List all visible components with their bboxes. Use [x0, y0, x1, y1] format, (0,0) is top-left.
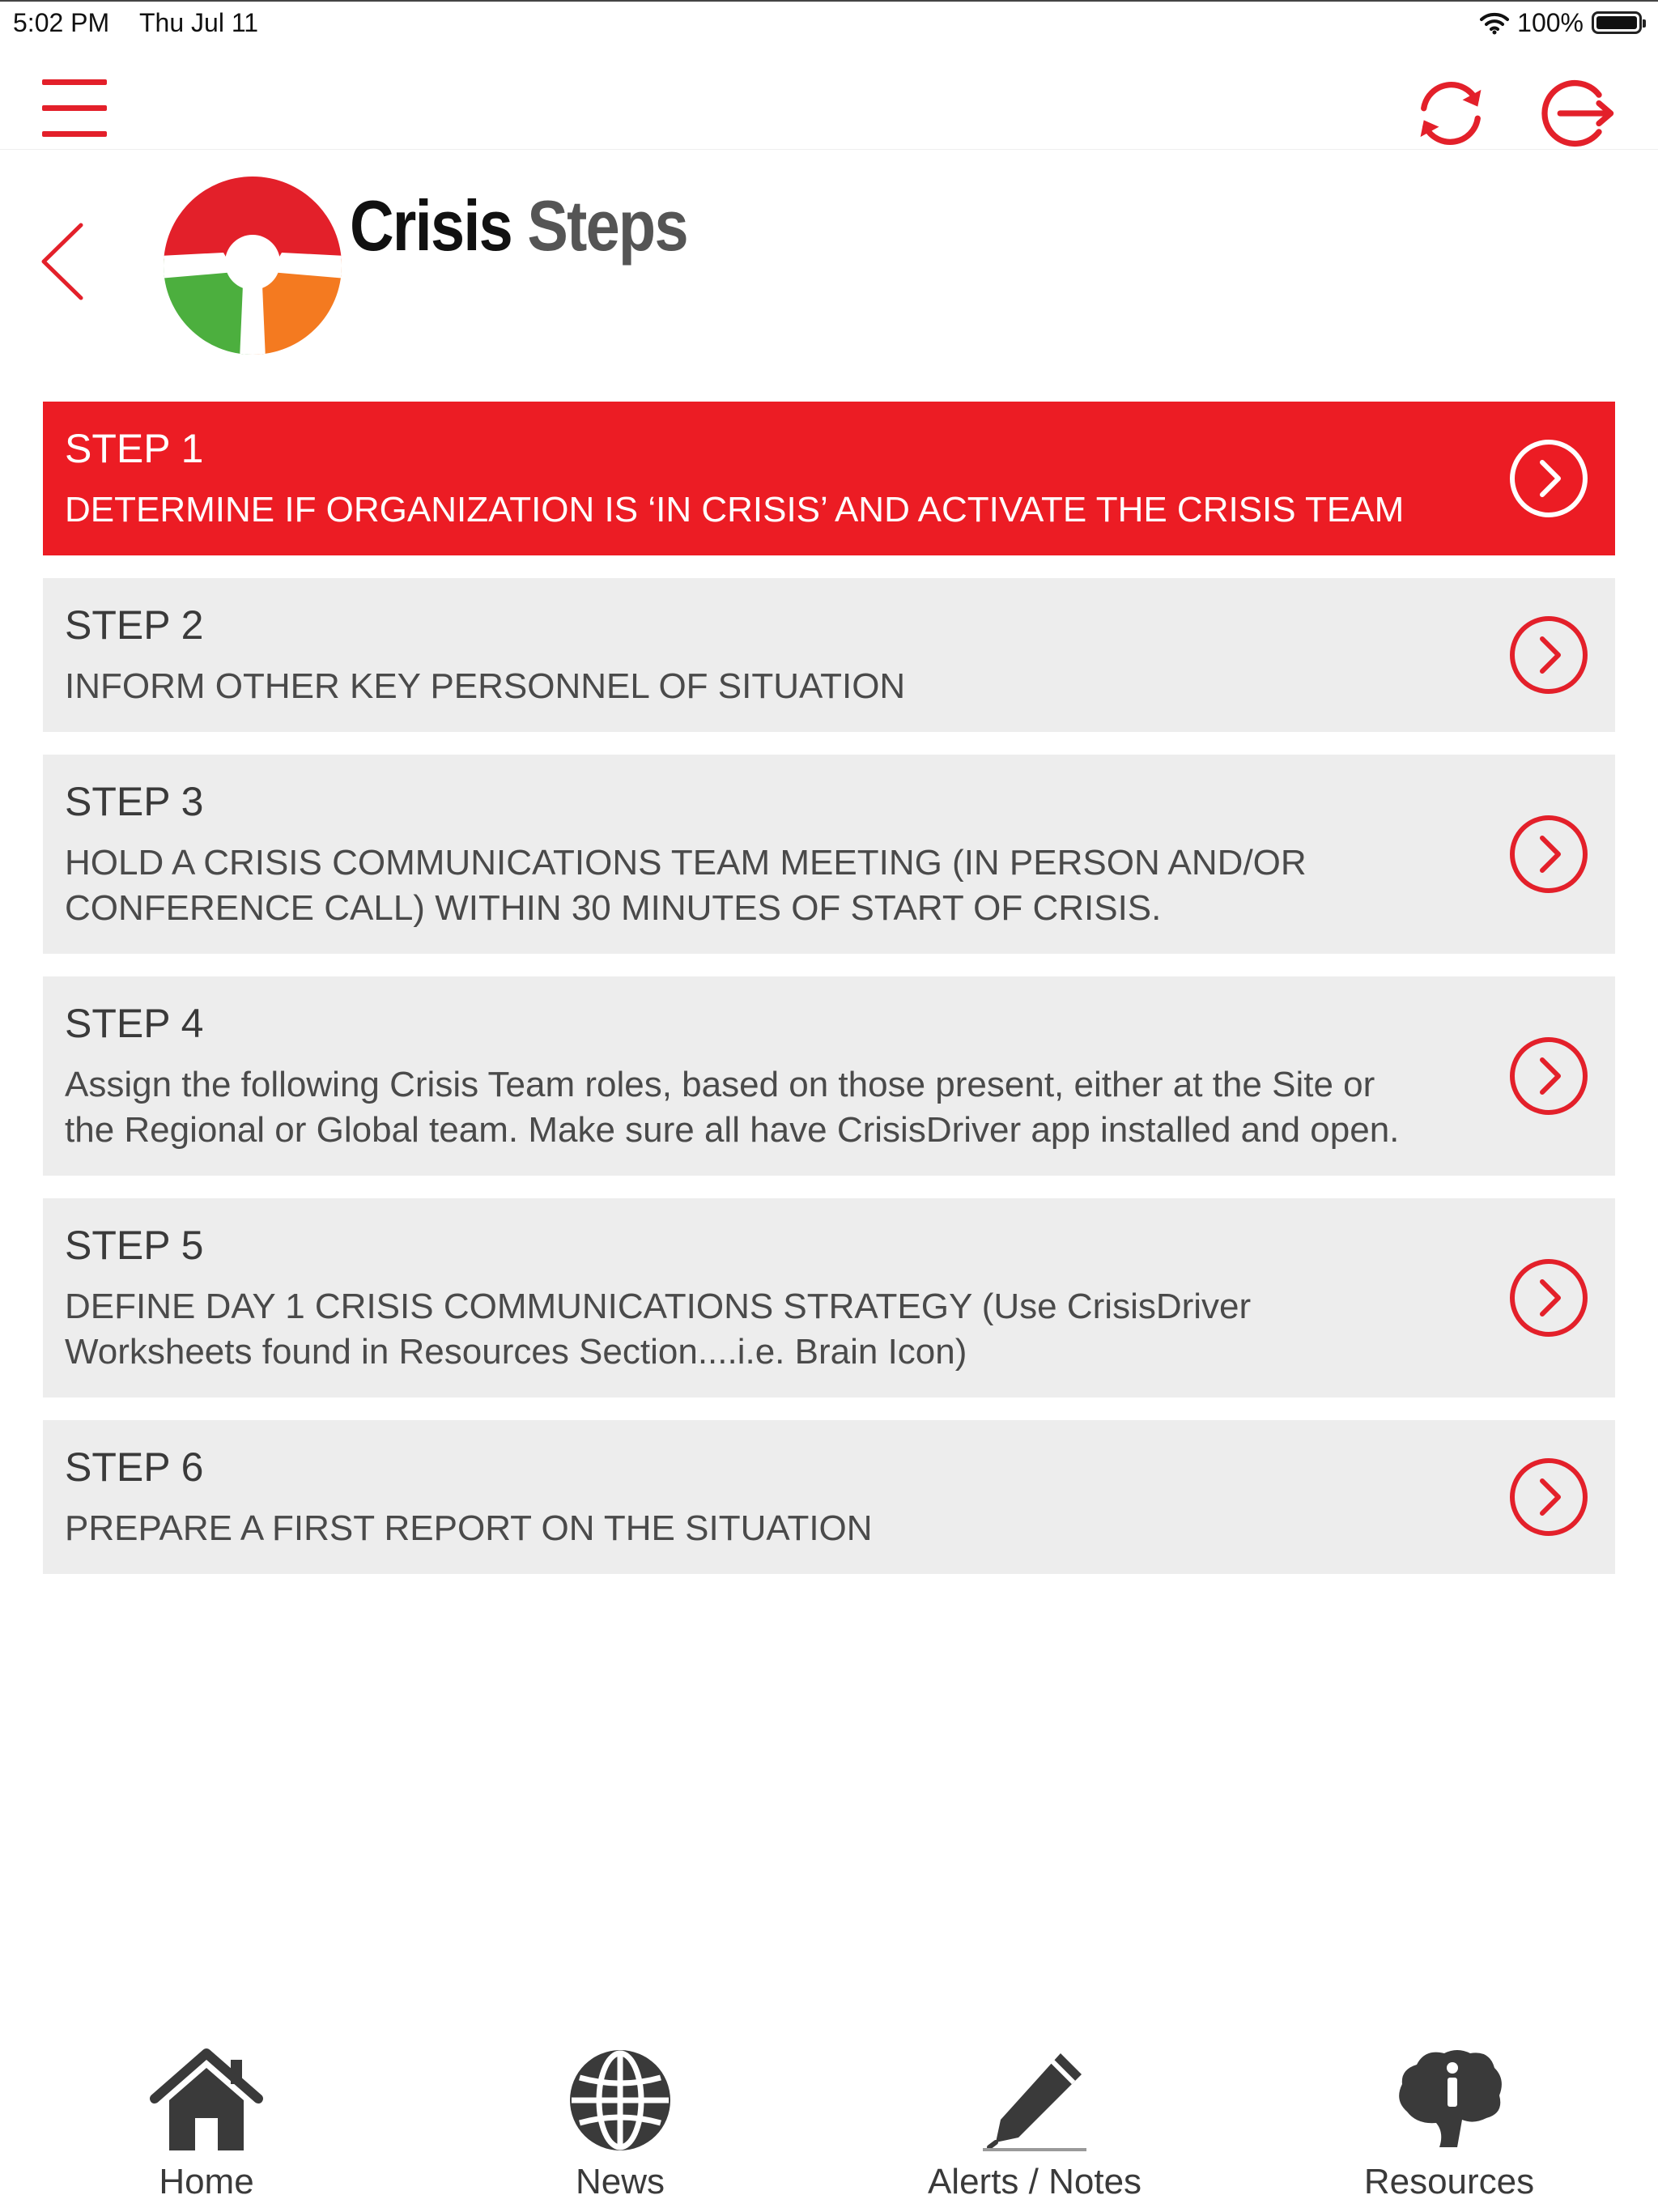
crisisdriver-logo: [159, 172, 346, 359]
status-bar: [0, 0, 1658, 45]
page-title-part-steps: Steps: [527, 185, 687, 266]
chevron-right-circle-icon[interactable]: [1508, 1257, 1589, 1338]
step-card-2[interactable]: [43, 578, 1615, 732]
chevron-right-circle-icon[interactable]: [1508, 1036, 1589, 1117]
top-navigation-bar: [0, 45, 1658, 150]
status-date: Thu Jul 11: [139, 8, 259, 37]
step-description: DEFINE DAY 1 CRISIS COMMUNICATIONS STRATEGY (Use CrisisDriver Worksheets found in Resources Section....i.e. Brain Icon): [65, 1287, 1252, 1372]
brain-icon: [1392, 2047, 1506, 2152]
step-description: HOLD A CRISIS COMMUNICATIONS TEAM MEETING (IN PERSON AND/OR CONFERENCE CALL) WITHIN 30 MINUTES OF START OF CRISIS.: [65, 843, 1307, 928]
tab-alerts-notes[interactable]: [905, 2032, 1164, 2212]
bottom-tab-bar: [0, 2032, 1658, 2212]
logout-icon[interactable]: [1535, 71, 1619, 155]
chevron-left-icon[interactable]: [36, 217, 97, 306]
step-label: STEP 2: [65, 602, 204, 648]
step-card-6[interactable]: [43, 1420, 1615, 1574]
tab-resources[interactable]: [1320, 2032, 1579, 2212]
step-label: STEP 1: [65, 426, 204, 471]
chevron-right-circle-icon[interactable]: [1508, 615, 1589, 696]
status-time: 5:02 PM: [13, 8, 110, 37]
step-label: STEP 4: [65, 1001, 204, 1046]
battery-percentage: 100%: [1517, 7, 1584, 37]
refresh-icon[interactable]: [1409, 71, 1493, 155]
tab-label: News: [575, 2162, 665, 2201]
tab-home[interactable]: [77, 2032, 336, 2212]
step-label: STEP 3: [65, 779, 204, 824]
step-card-5[interactable]: [43, 1198, 1615, 1397]
step-label: STEP 5: [65, 1223, 204, 1268]
hamburger-icon[interactable]: [39, 79, 108, 139]
battery-icon: [1592, 11, 1642, 34]
page-title-part-crisis: Crisis: [350, 185, 512, 266]
step-description: Assign the following Crisis Team roles, based on those present, either at the Site or the Regional or Global team. Make sure all have CrisisDriver app installed and open.: [65, 1065, 1400, 1150]
tab-label: Alerts / Notes: [927, 2162, 1142, 2201]
chevron-right-circle-icon[interactable]: [1508, 438, 1589, 519]
step-label: STEP 6: [65, 1444, 204, 1490]
tab-label: Home: [159, 2162, 254, 2201]
step-description: INFORM OTHER KEY PERSONNEL OF SITUATION: [65, 666, 906, 706]
tab-label: Resources: [1363, 2162, 1535, 2201]
status-indicators: [1478, 6, 1642, 39]
step-card-4[interactable]: [43, 976, 1615, 1176]
pencil-icon: [978, 2047, 1091, 2152]
page-title: [350, 185, 687, 267]
globe-icon: [563, 2047, 677, 2152]
wifi-icon: [1478, 10, 1511, 36]
step-card-1[interactable]: [43, 402, 1615, 555]
step-card-3[interactable]: [43, 755, 1615, 954]
step-description: PREPARE A FIRST REPORT ON THE SITUATION: [65, 1508, 873, 1548]
home-icon: [150, 2047, 263, 2152]
steps-list: [43, 402, 1615, 1574]
chevron-right-circle-icon[interactable]: [1508, 1457, 1589, 1538]
tab-news[interactable]: [491, 2032, 750, 2212]
step-description: DETERMINE IF ORGANIZATION IS ‘IN CRISIS’ AND ACTIVATE THE CRISIS TEAM: [65, 490, 1405, 530]
chevron-right-circle-icon[interactable]: [1508, 814, 1589, 895]
